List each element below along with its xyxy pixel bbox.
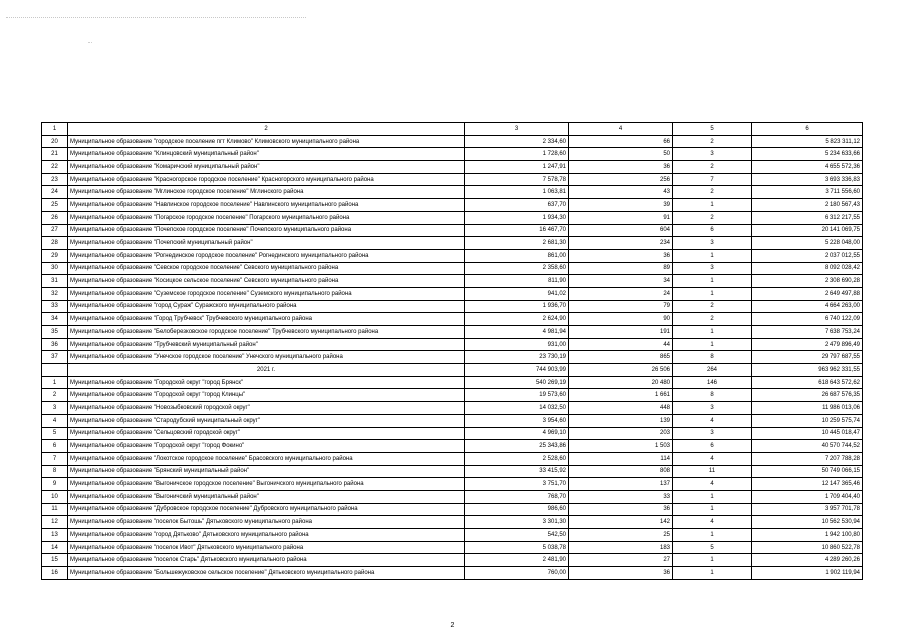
table-row (42, 300, 863, 313)
municipality-name: Муниципальное образование "Сельцовский городской округ" (68, 427, 465, 440)
population-value: 137 (569, 478, 673, 491)
table-row (42, 516, 863, 529)
population-value: 36 (569, 503, 673, 516)
area-value: 14 032,50 (465, 402, 569, 415)
row-number: 24 (42, 186, 68, 199)
sum-value: 1 942 100,80 (752, 529, 863, 542)
area-value: 1 063,81 (465, 186, 569, 199)
row-number: 27 (42, 224, 68, 237)
count-value: 1 (673, 326, 752, 339)
row-number: 11 (42, 503, 68, 516)
row-number: 7 (42, 452, 68, 465)
population-value: 24 (569, 287, 673, 300)
area-value: 2 624,90 (465, 313, 569, 326)
area-value: 542,50 (465, 529, 569, 542)
row-number: 14 (42, 541, 68, 554)
sum-value: 7 638 753,24 (752, 326, 863, 339)
population-value: 1 661 (569, 389, 673, 402)
area-value: 931,00 (465, 338, 569, 351)
municipality-name: Муниципальное образование "Погарское городское поселение" Погарского муниципального района (68, 211, 465, 224)
count-value: 3 (673, 427, 752, 440)
sum-value: 3 957 701,78 (752, 503, 863, 516)
count-value: 146 (673, 376, 752, 389)
table-row (42, 211, 863, 224)
municipal-data-table (41, 122, 863, 580)
municipality-name: Муниципальное образование "Красногорское городское поселение" Красногорского муниципального района (68, 173, 465, 186)
count-value: 4 (673, 516, 752, 529)
table-row (42, 313, 863, 326)
sum-value: 4 664 263,00 (752, 300, 863, 313)
count-value: 1 (673, 287, 752, 300)
sum-value: 10 445 018,47 (752, 427, 863, 440)
municipality-name: Муниципальное образование "поселок Бытошь" Дятьковского муниципального района (68, 516, 465, 529)
table-row (42, 135, 863, 148)
sum-value: 2 037 012,55 (752, 249, 863, 262)
population-value: 25 (569, 529, 673, 542)
row-number: 12 (42, 516, 68, 529)
row-number: 31 (42, 275, 68, 288)
row-number: 8 (42, 465, 68, 478)
sum-value: 20 141 069,75 (752, 224, 863, 237)
year-subtotal-row (42, 364, 863, 377)
municipality-name: Муниципальное образование "Выгоничское городское поселение" Выгоничского муниципального района (68, 478, 465, 491)
table-row (42, 237, 863, 250)
sum-value: 6 740 122,09 (752, 313, 863, 326)
row-number: 36 (42, 338, 68, 351)
sum-value: 40 570 744,52 (752, 440, 863, 453)
sum-value: 5 823 311,12 (752, 135, 863, 148)
sum-value: 5 234 633,66 (752, 148, 863, 161)
count-value: 3 (673, 402, 752, 415)
row-number: 21 (42, 148, 68, 161)
municipality-name: Муниципальное образование "Брянский муниципальный район" (68, 465, 465, 478)
municipality-name: Муниципальное образование "Севское городское поселение" Севского муниципального района (68, 262, 465, 275)
area-value: 1 728,60 (465, 148, 569, 161)
population-value: 808 (569, 465, 673, 478)
population-value: 1 503 (569, 440, 673, 453)
area-value: 768,70 (465, 490, 569, 503)
population-value: 36 (569, 249, 673, 262)
table-row (42, 186, 863, 199)
count-value: 7 (673, 173, 752, 186)
area-value: 2 681,30 (465, 237, 569, 250)
row-number (42, 364, 68, 377)
count-value: 1 (673, 554, 752, 567)
sum-value: 6 312 217,55 (752, 211, 863, 224)
sum-value: 10 860 522,78 (752, 541, 863, 554)
municipality-name: Муниципальное образование "Комаричский муниципальный район" (68, 161, 465, 174)
sum-value: 11 986 013,06 (752, 402, 863, 415)
sum-value: 618 643 572,62 (752, 376, 863, 389)
table-row (42, 567, 863, 580)
sum-value: 3 711 556,60 (752, 186, 863, 199)
area-value: 2 481,90 (465, 554, 569, 567)
scan-noise (88, 42, 92, 47)
count-value: 2 (673, 135, 752, 148)
area-value: 637,70 (465, 199, 569, 212)
area-value: 2 528,60 (465, 452, 569, 465)
row-number: 33 (42, 300, 68, 313)
municipality-name: Муниципальное образование "Почепский муниципальный район" (68, 237, 465, 250)
area-value: 811,90 (465, 275, 569, 288)
sum-value: 4 655 572,36 (752, 161, 863, 174)
sum-value: 50 749 066,15 (752, 465, 863, 478)
header-cell: 2 (68, 123, 465, 136)
table-row (42, 326, 863, 339)
table-row (42, 262, 863, 275)
population-value: 139 (569, 414, 673, 427)
row-number: 4 (42, 414, 68, 427)
sum-value: 29 797 687,55 (752, 351, 863, 364)
table-row (42, 465, 863, 478)
table-row (42, 440, 863, 453)
municipality-name: Муниципальное образование "Рогнединское городское поселение" Рогнединского муниципального района (68, 249, 465, 262)
population-value: 36 (569, 161, 673, 174)
row-number: 23 (42, 173, 68, 186)
count-value: 2 (673, 161, 752, 174)
area-value: 941,02 (465, 287, 569, 300)
table-row (42, 427, 863, 440)
municipality-name: Муниципальное образование "Городской округ "город Клинцы" (68, 389, 465, 402)
municipality-name: Муниципальное образование "Локотское городское поселение" Брасовского муниципального района (68, 452, 465, 465)
municipality-name: Муниципальное образование "Унечское городское поселение" Унечского муниципального района (68, 351, 465, 364)
row-number: 26 (42, 211, 68, 224)
area-value: 23 730,19 (465, 351, 569, 364)
count-value: 1 (673, 338, 752, 351)
population-value: 234 (569, 237, 673, 250)
municipality-name: Муниципальное образование "Дубровское городское поселение" Дубровского муниципального района (68, 503, 465, 516)
row-number: 35 (42, 326, 68, 339)
sum-value: 2 649 497,88 (752, 287, 863, 300)
municipality-name: Муниципальное образование "Клинцовский муниципальный район" (68, 148, 465, 161)
header-cell: 3 (465, 123, 569, 136)
area-value: 16 467,70 (465, 224, 569, 237)
table-row (42, 275, 863, 288)
area-value: 540 269,19 (465, 376, 569, 389)
row-number: 16 (42, 567, 68, 580)
sum-value: 1 709 404,40 (752, 490, 863, 503)
table-row (42, 503, 863, 516)
sum-value: 7 207 788,28 (752, 452, 863, 465)
area-value: 1 934,30 (465, 211, 569, 224)
area-value: 1 247,91 (465, 161, 569, 174)
header-cell: 4 (569, 123, 673, 136)
sum-value: 5 228 048,00 (752, 237, 863, 250)
municipality-name: Муниципальное образование "Городской округ "город Брянск" (68, 376, 465, 389)
municipality-name: Муниципальное образование "Косицкое сельское поселение" Севского муниципального района (68, 275, 465, 288)
municipality-name: Муниципальное образование "Навлинское городское поселение" Навлинского муниципального района (68, 199, 465, 212)
table-row (42, 452, 863, 465)
population-value: 89 (569, 262, 673, 275)
count-value: 4 (673, 452, 752, 465)
year-label: 2021 г. (68, 364, 465, 377)
row-number: 32 (42, 287, 68, 300)
population-value: 50 (569, 148, 673, 161)
table-row (42, 554, 863, 567)
count-value: 2 (673, 300, 752, 313)
count-value: 1 (673, 199, 752, 212)
area-value: 3 301,30 (465, 516, 569, 529)
sum-value: 12 147 365,46 (752, 478, 863, 491)
row-number: 9 (42, 478, 68, 491)
population-value: 114 (569, 452, 673, 465)
count-value: 8 (673, 389, 752, 402)
row-number: 5 (42, 427, 68, 440)
area-total: 744 903,99 (465, 364, 569, 377)
row-number: 25 (42, 199, 68, 212)
municipality-name: Муниципальное образование "Выгоничский муниципальный район" (68, 490, 465, 503)
header-cell: 5 (673, 123, 752, 136)
count-value: 1 (673, 529, 752, 542)
sum-value: 4 289 260,26 (752, 554, 863, 567)
count-value: 2 (673, 186, 752, 199)
count-value: 3 (673, 237, 752, 250)
table-body (42, 123, 863, 580)
row-number: 1 (42, 376, 68, 389)
municipality-name: Муниципальное образование "Почепское городское поселение" Почепского муниципального района (68, 224, 465, 237)
scan-noise (6, 17, 306, 20)
count-value: 4 (673, 478, 752, 491)
municipality-name: Муниципальное образование "Стародубский муниципальный округ" (68, 414, 465, 427)
area-value: 4 969,10 (465, 427, 569, 440)
count-value: 3 (673, 262, 752, 275)
population-value: 33 (569, 490, 673, 503)
table-row (42, 287, 863, 300)
sum-value: 1 902 119,94 (752, 567, 863, 580)
municipality-name: Муниципальное образование "Городской округ "город Фокино" (68, 440, 465, 453)
population-value: 183 (569, 541, 673, 554)
header-cell: 6 (752, 123, 863, 136)
municipality-name: Муниципальное образование "Мглинское городское поселение" Мглинского района (68, 186, 465, 199)
row-number: 6 (42, 440, 68, 453)
table-row (42, 224, 863, 237)
population-value: 44 (569, 338, 673, 351)
table-row (42, 173, 863, 186)
municipality-name: Муниципальное образование "Город Трубчевск" Трубчевского муниципального района (68, 313, 465, 326)
count-value: 1 (673, 503, 752, 516)
count-value: 5 (673, 541, 752, 554)
population-value: 43 (569, 186, 673, 199)
table-row (42, 389, 863, 402)
count-value: 1 (673, 490, 752, 503)
row-number: 13 (42, 529, 68, 542)
count-value: 1 (673, 275, 752, 288)
area-value: 4 981,94 (465, 326, 569, 339)
table-row (42, 490, 863, 503)
count-value: 6 (673, 440, 752, 453)
municipality-name: Муниципальное образование "город Дятьково" Дятьковского муниципального района (68, 529, 465, 542)
area-value: 986,60 (465, 503, 569, 516)
sum-value: 26 687 576,35 (752, 389, 863, 402)
population-value: 39 (569, 199, 673, 212)
count-value: 1 (673, 249, 752, 262)
table-row (42, 249, 863, 262)
population-value: 36 (569, 567, 673, 580)
count-value: 6 (673, 224, 752, 237)
row-number: 30 (42, 262, 68, 275)
row-number: 37 (42, 351, 68, 364)
sum-value: 10 562 530,94 (752, 516, 863, 529)
municipality-name: Муниципальное образование "Трубчевский муниципальный район" (68, 338, 465, 351)
table-row (42, 199, 863, 212)
area-value: 1 936,70 (465, 300, 569, 313)
population-value: 27 (569, 554, 673, 567)
sum-value: 2 308 690,28 (752, 275, 863, 288)
population-value: 191 (569, 326, 673, 339)
row-number: 3 (42, 402, 68, 415)
area-value: 3 751,70 (465, 478, 569, 491)
population-value: 90 (569, 313, 673, 326)
municipality-name: Муниципальное образование "город Сураж" Суражского муниципального района (68, 300, 465, 313)
row-number: 34 (42, 313, 68, 326)
area-value: 7 578,78 (465, 173, 569, 186)
table-row (42, 351, 863, 364)
table-row (42, 402, 863, 415)
sum-total: 963 962 331,55 (752, 364, 863, 377)
municipality-name: Муниципальное образование "городское поселение пгт Климово" Климовского муниципального района (68, 135, 465, 148)
population-value: 20 480 (569, 376, 673, 389)
area-value: 760,00 (465, 567, 569, 580)
count-value: 2 (673, 211, 752, 224)
sum-value: 8 092 028,42 (752, 262, 863, 275)
table-row (42, 161, 863, 174)
area-value: 19 573,60 (465, 389, 569, 402)
row-number: 28 (42, 237, 68, 250)
area-value: 861,00 (465, 249, 569, 262)
population-value: 448 (569, 402, 673, 415)
row-number: 29 (42, 249, 68, 262)
population-value: 66 (569, 135, 673, 148)
area-value: 2 334,60 (465, 135, 569, 148)
population-value: 203 (569, 427, 673, 440)
population-total: 26 506 (569, 364, 673, 377)
municipality-name: Муниципальное образование "Большежуковское сельское поселение" Дятьковского муниципального района (68, 567, 465, 580)
count-value: 2 (673, 313, 752, 326)
area-value: 5 038,78 (465, 541, 569, 554)
municipality-name: Муниципальное образование "Суземское городское поселение" Суземского муниципального района (68, 287, 465, 300)
count-value: 4 (673, 414, 752, 427)
population-value: 79 (569, 300, 673, 313)
row-number: 15 (42, 554, 68, 567)
header-cell: 1 (42, 123, 68, 136)
population-value: 142 (569, 516, 673, 529)
municipality-name: Муниципальное образование "поселок Ивот" Дятьковского муниципального района (68, 541, 465, 554)
row-number: 22 (42, 161, 68, 174)
count-value: 8 (673, 351, 752, 364)
count-value: 3 (673, 148, 752, 161)
table-row (42, 541, 863, 554)
row-number: 20 (42, 135, 68, 148)
sum-value: 3 693 336,83 (752, 173, 863, 186)
population-value: 865 (569, 351, 673, 364)
count-total: 264 (673, 364, 752, 377)
row-number: 2 (42, 389, 68, 402)
area-value: 33 415,92 (465, 465, 569, 478)
table-row (42, 376, 863, 389)
area-value: 2 358,60 (465, 262, 569, 275)
sum-value: 2 479 896,49 (752, 338, 863, 351)
table-row (42, 148, 863, 161)
sum-value: 10 259 575,74 (752, 414, 863, 427)
population-value: 256 (569, 173, 673, 186)
page-number: 2 (450, 622, 455, 629)
area-value: 3 954,60 (465, 414, 569, 427)
municipality-name: Муниципальное образование "Белоберезковское городское поселение" Трубчевского муниципального района (68, 326, 465, 339)
municipality-name: Муниципальное образование "поселок Старь" Дятьковского муниципального района (68, 554, 465, 567)
population-value: 604 (569, 224, 673, 237)
table-header-row (42, 123, 863, 136)
row-number: 10 (42, 490, 68, 503)
count-value: 1 (673, 567, 752, 580)
table-row (42, 529, 863, 542)
count-value: 11 (673, 465, 752, 478)
area-value: 25 343,86 (465, 440, 569, 453)
table-row (42, 478, 863, 491)
sum-value: 2 180 567,43 (752, 199, 863, 212)
population-value: 91 (569, 211, 673, 224)
population-value: 34 (569, 275, 673, 288)
table-row (42, 338, 863, 351)
table-row (42, 414, 863, 427)
municipality-name: Муниципальное образование "Новозыбковский городской округ" (68, 402, 465, 415)
